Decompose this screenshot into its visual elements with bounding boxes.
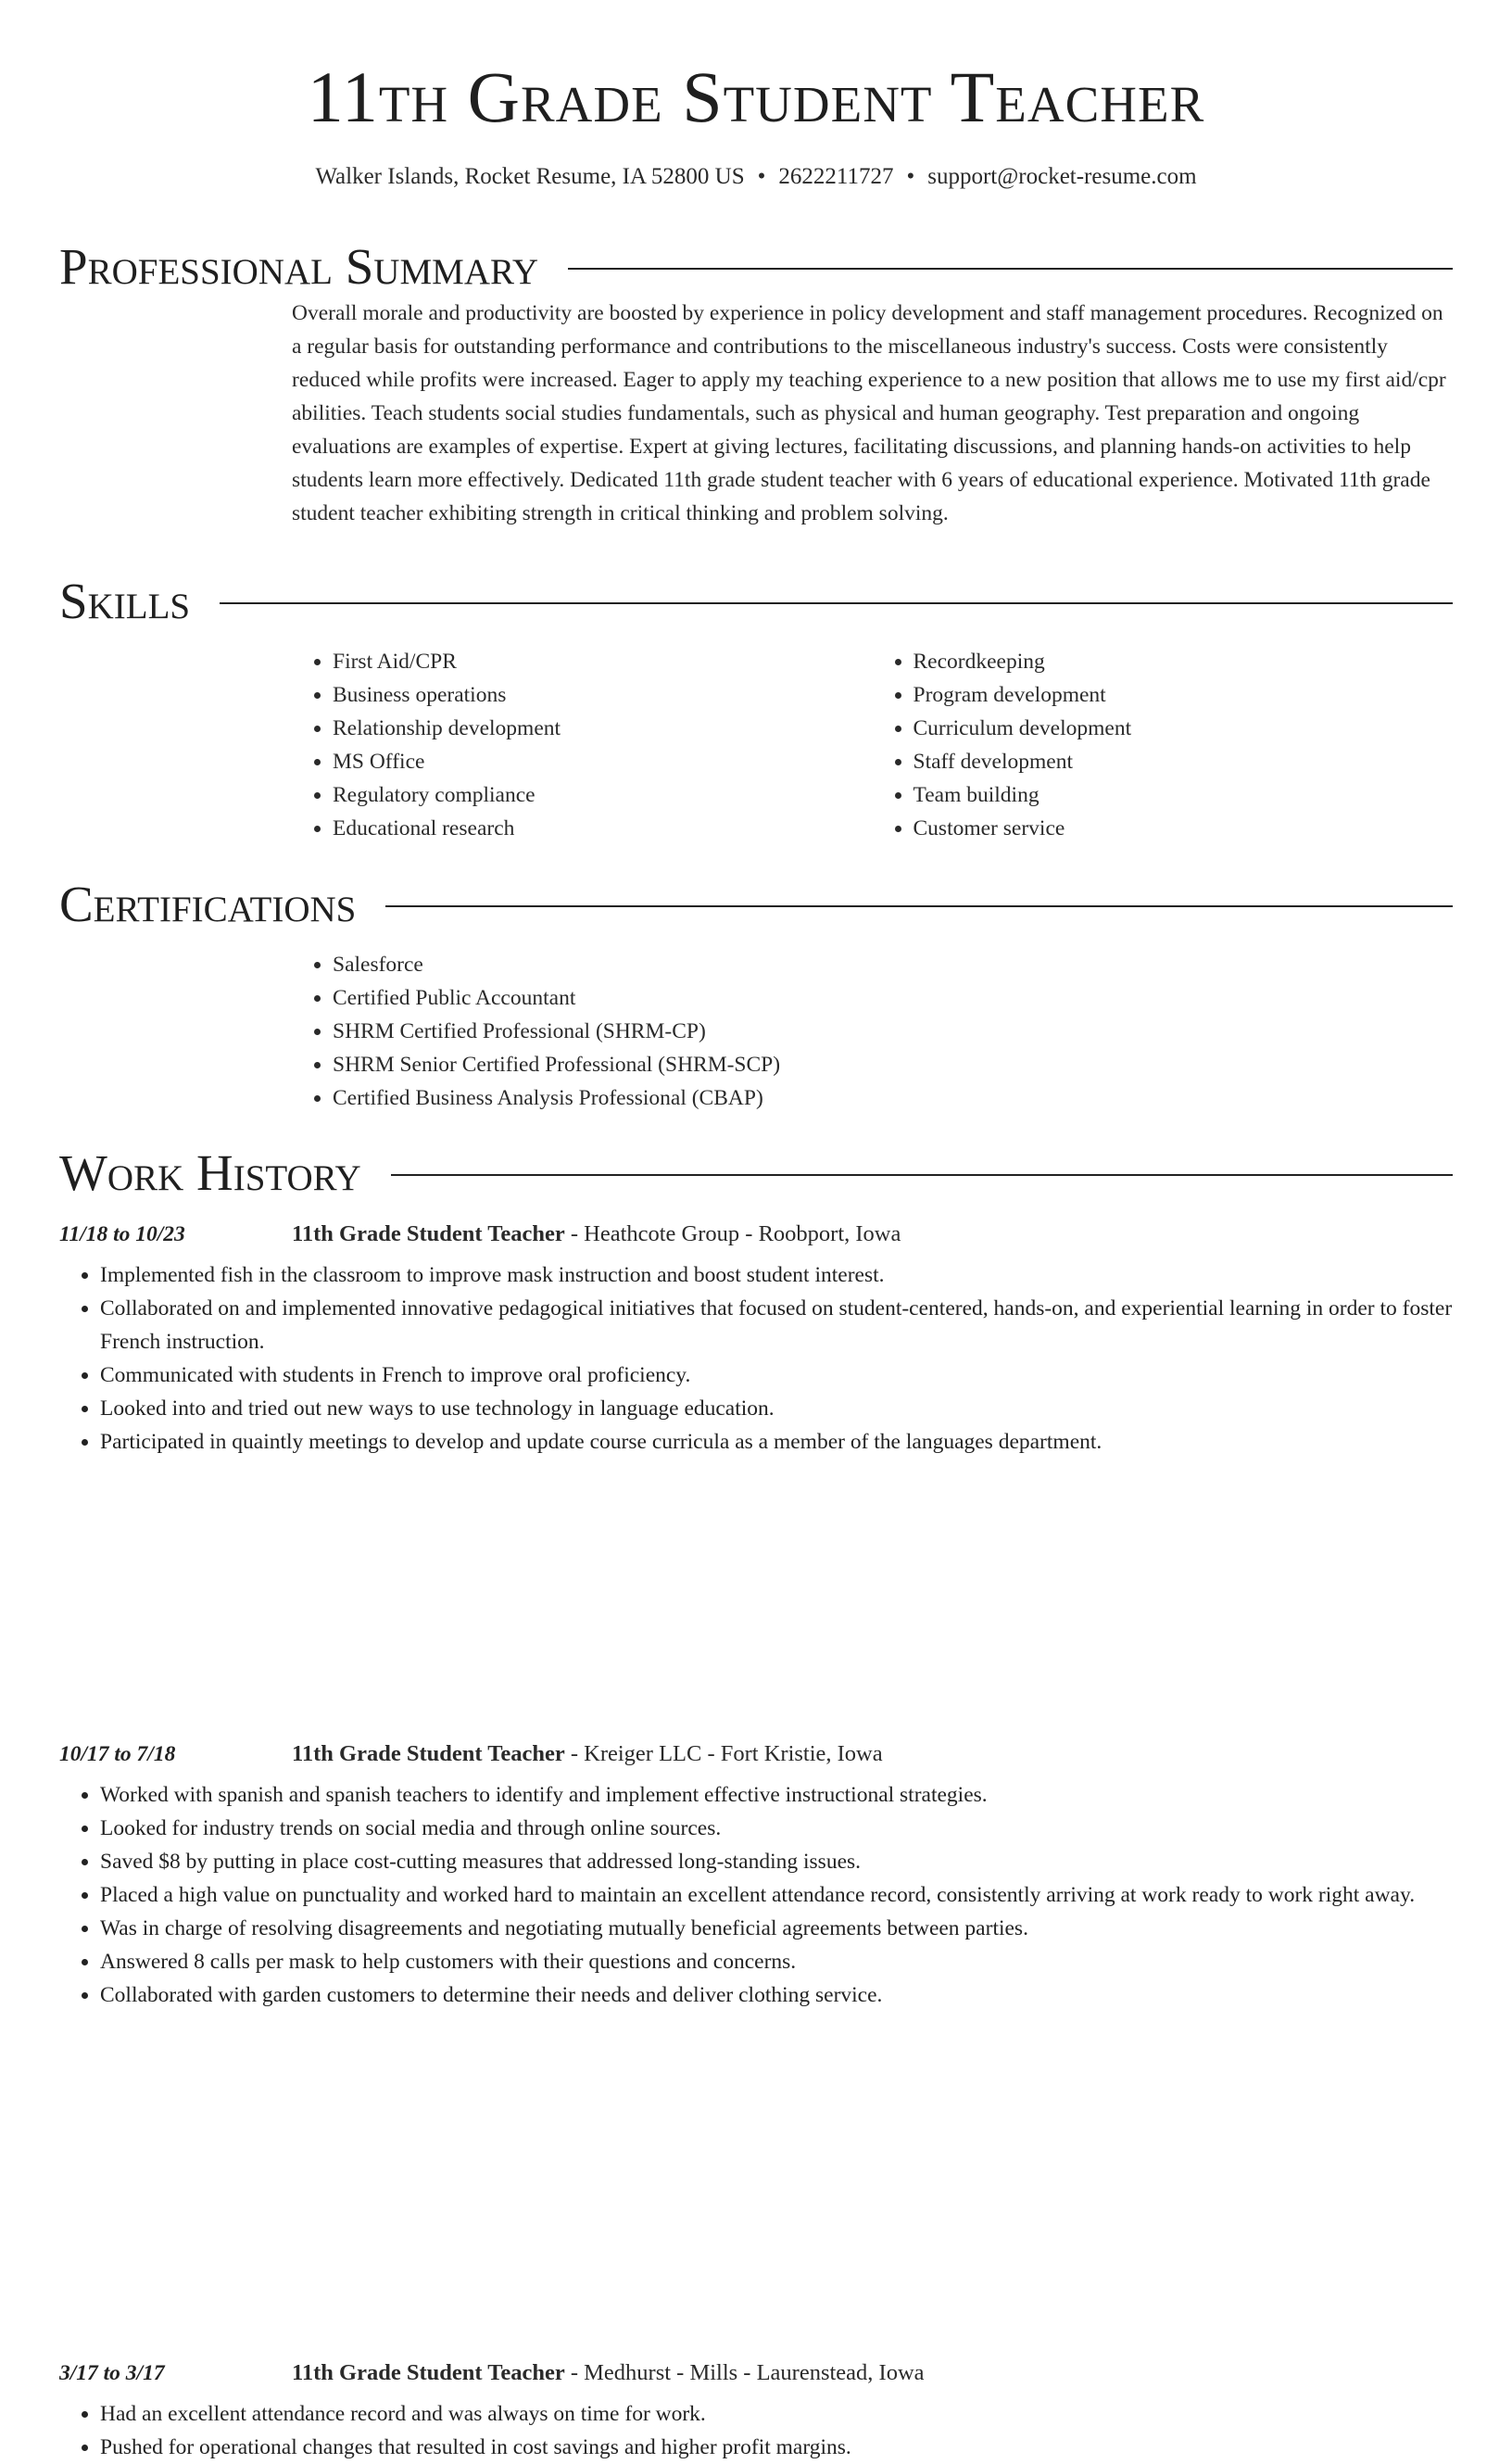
skills-section: [59, 574, 1453, 845]
summary-body: [292, 297, 1453, 530]
summary-section: [59, 239, 1453, 530]
job-bullet: • Was in charge of resolving disagreements and negotiating mutually beneficial agreements between parties.: [100, 1912, 1453, 1945]
job-title-line: [292, 1741, 883, 1767]
certifications-items: [292, 948, 1453, 1115]
skill-item: • Staff development: [914, 745, 1454, 778]
section-header: [59, 1145, 1453, 1201]
job-details: - Kreiger LLC - Fort Kristie, Iowa: [564, 1741, 883, 1766]
skill-item: • Regulatory compliance: [333, 778, 873, 812]
skill-item: • Relationship development: [333, 712, 873, 745]
job-title-line: [292, 2360, 925, 2386]
job-bullets: [59, 1258, 1453, 1459]
skills-list: [292, 645, 1453, 845]
section-divider: [391, 1174, 1453, 1176]
job-bullet: • Placed a high value on punctuality and worked hard to maintain an excellent attendance record, consistently arriving at work ready to work right away.: [100, 1878, 1453, 1912]
job-title: 11th Grade Student Teacher: [292, 1221, 565, 1246]
job-bullet: • Saved $8 by putting in place cost-cutting measures that addressed long-standing issues.: [100, 1845, 1453, 1878]
candidate-name: 11th Grade Student Teacher: [307, 57, 1205, 137]
skill-item: • Team building: [914, 778, 1454, 812]
certification-item: • Certified Public Accountant: [333, 981, 1453, 1015]
job-bullet: • Looked into and tried out new ways to use technology in language education.: [100, 1392, 1453, 1425]
section-divider: [568, 268, 1453, 270]
job-bullet: • Collaborated on and implemented innovative pedagogical initiatives that focused on student-centered, hands-on, and experiential learning in order to foster French instruction.: [100, 1292, 1453, 1358]
job-header: [59, 1741, 1453, 1778]
job-bullet: • Answered 8 calls per mask to help customers with their questions and concerns.: [100, 1945, 1453, 1978]
job-details: - Heathcote Group - Roobport, Iowa: [564, 1221, 901, 1246]
job-entry: [59, 1741, 1453, 2012]
section-divider: [220, 602, 1453, 604]
skill-item: • Educational research: [333, 812, 873, 845]
job-bullet: • Worked with spanish and spanish teachers to identify and implement effective instructional strategies.: [100, 1778, 1453, 1812]
contact-address: Walker Islands, Rocket Resume, IA 52800 US: [315, 164, 745, 189]
contact-separator: •: [906, 164, 915, 189]
section-header: [59, 239, 1453, 295]
certification-item: • Certified Business Analysis Professional (CBAP): [333, 1081, 1453, 1115]
job-bullet: • Looked for industry trends on social media and through online sources.: [100, 1812, 1453, 1845]
job-bullet: • Pushed for operational changes that resulted in cost savings and higher profit margins.: [100, 2431, 1453, 2464]
job-bullet: • Communicated with students in French to improve oral proficiency.: [100, 1358, 1453, 1392]
section-title-certifications: Certifications: [59, 876, 357, 932]
section-header: [59, 877, 1453, 932]
section-title-summary: Professional Summary: [59, 238, 539, 295]
job-dates: 11/18 to 10/23: [59, 1222, 185, 1246]
job-header: [59, 1221, 1453, 1258]
certifications-list: [292, 948, 1453, 1115]
skill-item: • Curriculum development: [914, 712, 1454, 745]
contact-email: support@rocket-resume.com: [927, 164, 1197, 189]
job-bullet: • Participated in quaintly meetings to develop and update course curricula as a member of the languages department.: [100, 1425, 1453, 1459]
certification-item: • Salesforce: [333, 948, 1453, 981]
skill-item: • Program development: [914, 678, 1454, 712]
job-bullets: [59, 1778, 1453, 2012]
skill-item: • Customer service: [914, 812, 1454, 845]
section-title-work-history: Work History: [59, 1144, 361, 1201]
certification-item: • SHRM Certified Professional (SHRM-CP): [333, 1015, 1453, 1048]
skill-item: • First Aid/CPR: [333, 645, 873, 678]
job-header: [59, 2360, 1453, 2397]
work-history-section: [59, 1145, 1453, 1201]
job-title: 11th Grade Student Teacher: [292, 2360, 565, 2385]
summary-text: Overall morale and productivity are boosted by experience in policy development and staff management procedures. Recognized on a regular basis for outstanding performance and contributions to the miscellaneous industry's success. Costs were consistently reduced while profits were increased. Eager to apply my teaching experience to a new position that allows me to use my first aid/cpr abilities. Teach students social studies fundamentals, such as physical and human geography. Test preparation and ongoing evaluations are examples of expertise. Expert at giving lectures, facilitating discussions, and planning hands-on activities to help students learn more effectively. Dedicated 11th grade student teacher with 6 years of educational experience. Motivated 11th grade student teacher exhibiting strength in critical thinking and problem solving.: [292, 301, 1446, 525]
skill-item: • Business operations: [333, 678, 873, 712]
section-header: [59, 574, 1453, 629]
job-bullet: • Collaborated with garden customers to determine their needs and deliver clothing service.: [100, 1978, 1453, 2012]
job-dates: 3/17 to 3/17: [59, 2361, 165, 2385]
job-title-line: [292, 1221, 901, 1247]
job-title: 11th Grade Student Teacher: [292, 1741, 565, 1766]
contact-line: [0, 161, 1512, 193]
section-divider: [385, 905, 1453, 907]
skills-column-left: [292, 645, 873, 845]
contact-separator: •: [757, 164, 766, 189]
certification-item: • SHRM Senior Certified Professional (SHRM-SCP): [333, 1048, 1453, 1081]
job-dates: 10/17 to 7/18: [59, 1742, 176, 1766]
certifications-section: [59, 877, 1453, 1115]
job-bullet: • Had an excellent attendance record and was always on time for work.: [100, 2397, 1453, 2431]
job-details: - Medhurst - Mills - Laurenstead, Iowa: [564, 2360, 925, 2385]
skills-column-right: [873, 645, 1454, 845]
section-title-skills: Skills: [59, 573, 191, 629]
job-entry: [59, 1221, 1453, 1459]
skill-item: • MS Office: [333, 745, 873, 778]
job-bullet: • Implemented fish in the classroom to improve mask instruction and boost student interest.: [100, 1258, 1453, 1292]
job-bullets: [59, 2397, 1453, 2464]
skill-item: • Recordkeeping: [914, 645, 1454, 678]
contact-phone: 2622211727: [778, 164, 894, 189]
job-entry: [59, 2360, 1453, 2464]
